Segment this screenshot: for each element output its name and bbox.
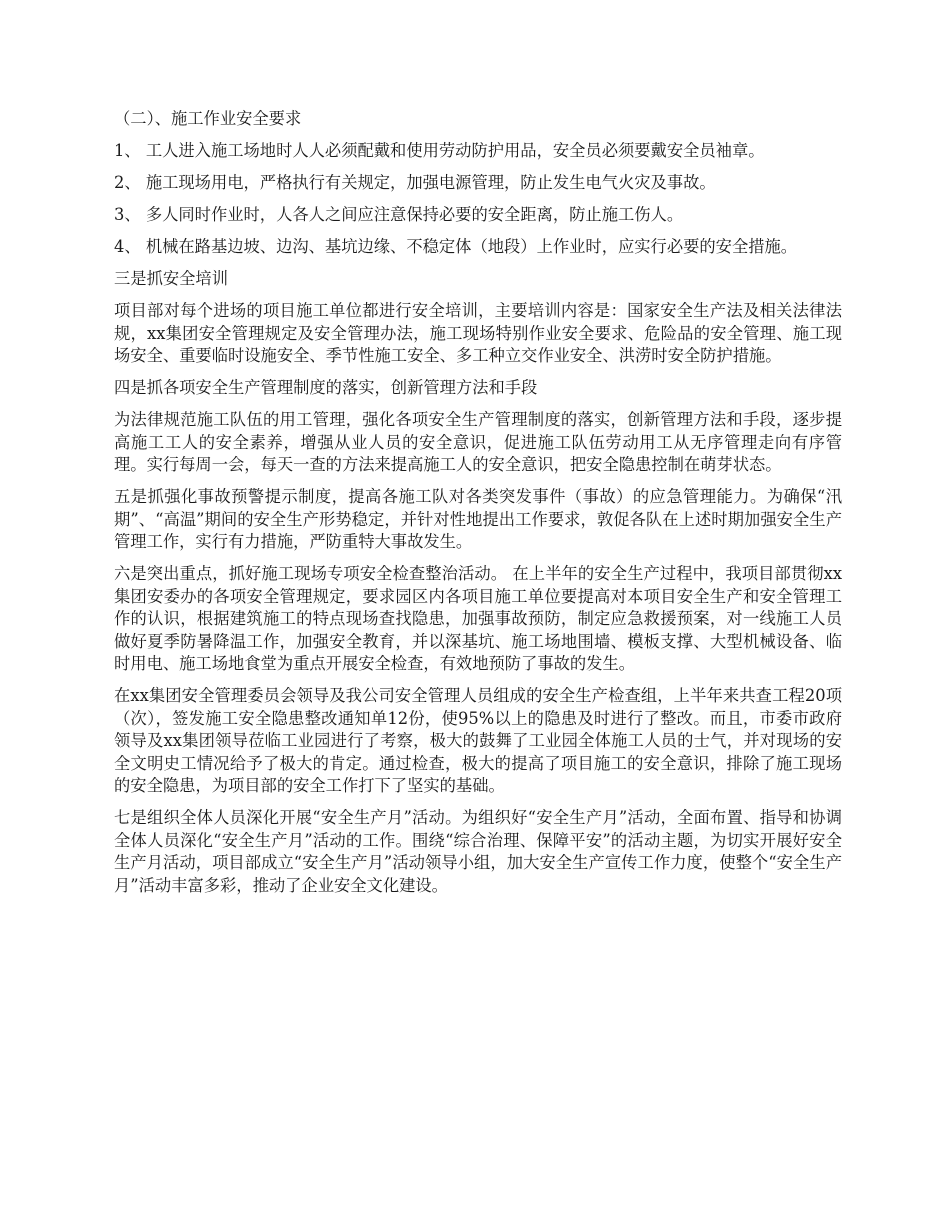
body-paragraph: 五是抓强化事故预警提示制度，提高各施工队对各类突发事件（事故）的应急管理能力。为确保“汛期”、“高温”期间的安全生产形势稳定，并针对性地提出工作要求，敦促各队在上述时期加强安全生产管理工作，实行有力措施，严防重特大事故发生。 [114,487,842,551]
list-item: 2、 施工现场用电，严格执行有关规定，加强电源管理，防止发生电气火灾及事故。 [114,173,716,192]
section-heading: 四是抓各项安全生产管理制度的落实，创新管理方法和手段 [114,378,538,397]
body-paragraph: 在xx集团安全管理委员会领导及我公司安全管理人员组成的安全生产检查组，上半年来共查工程20项（次），签发施工安全隐患整改通知单12份，使95%以上的隐患及时进行了整改。而且，市委市政府领导及xx集团领导莅临工业园进行了考察，极大的鼓舞了工业园全体施工人员的士气，并对现场的安全文明史工情况给予了极大的肯定。通过检查，极大的提高了项目施工的安全意识，排除了施工现场的安全隐患，为项目部的安全工作打下了坚实的基础。 [114,686,842,795]
list-item: 4、 机械在路基边坡、边沟、基坑边缘、不稳定体（地段）上作业时，应实行必要的安全措施。 [114,237,798,256]
list-item: 3、 多人同时作业时，人各人之间应注意保持必要的安全距离，防止施工伤人。 [114,205,684,224]
section-heading: 三是抓安全培训 [114,269,228,288]
body-paragraph: 六是突出重点，抓好施工现场专项安全检查整治活动。 在上半年的安全生产过程中，我项目部贯彻xx集团安委办的各项安全管理规定，要求园区内各项目施工单位要提高对本项目安全生产和安全管理工作的认识，根据建筑施工的特点现场查找隐患，加强事故预防，制定应急救援预案，对一线施工人员做好夏季防暑降温工作，加强安全教育，并以深基坑、施工场地围墙、模板支撑、大型机械设备、临时用电、施工场地食堂为重点开展安全检查，有效地预防了事故的发生。 [114,564,842,673]
body-paragraph: 为法律规范施工队伍的用工管理，强化各项安全生产管理制度的落实，创新管理方法和手段，逐步提高施工工人的安全素养，增强从业人员的安全意识，促进施工队伍劳动用工从无序管理走向有序管理。实行每周一会，每天一查的方法来提高施工人的安全意识，把安全隐患控制在萌芽状态。 [114,410,842,474]
body-paragraph: 七是组织全体人员深化开展“安全生产月”活动。为组织好“安全生产月”活动，全面布置、指导和协调全体人员深化“安全生产月”活动的工作。围绕“综合治理、保障平安”的活动主题，为切实开展好安全生产月活动，项目部成立“安全生产月”活动领导小组，加大安全生产宣传工作力度，使整个“安全生产月”活动丰富多彩，推动了企业安全文化建设。 [114,808,842,895]
list-item: 1、 工人进入施工场地时人人必须配戴和使用劳动防护用品，安全员必须要戴安全员袖章。 [114,141,765,160]
document-body [114,108,842,907]
body-paragraph: 项目部对每个进场的项目施工单位都进行安全培训，主要培训内容是：国家安全生产法及相关法律法规，xx集团安全管理规定及安全管理办法，施工现场特别作业安全要求、危险品的安全管理、施工现场安全、重要临时设施安全、季节性施工安全、多工种立交作业安全、洪涝时安全防护措施。 [114,301,842,365]
section-heading: （二）、施工作业安全要求 [114,109,302,128]
